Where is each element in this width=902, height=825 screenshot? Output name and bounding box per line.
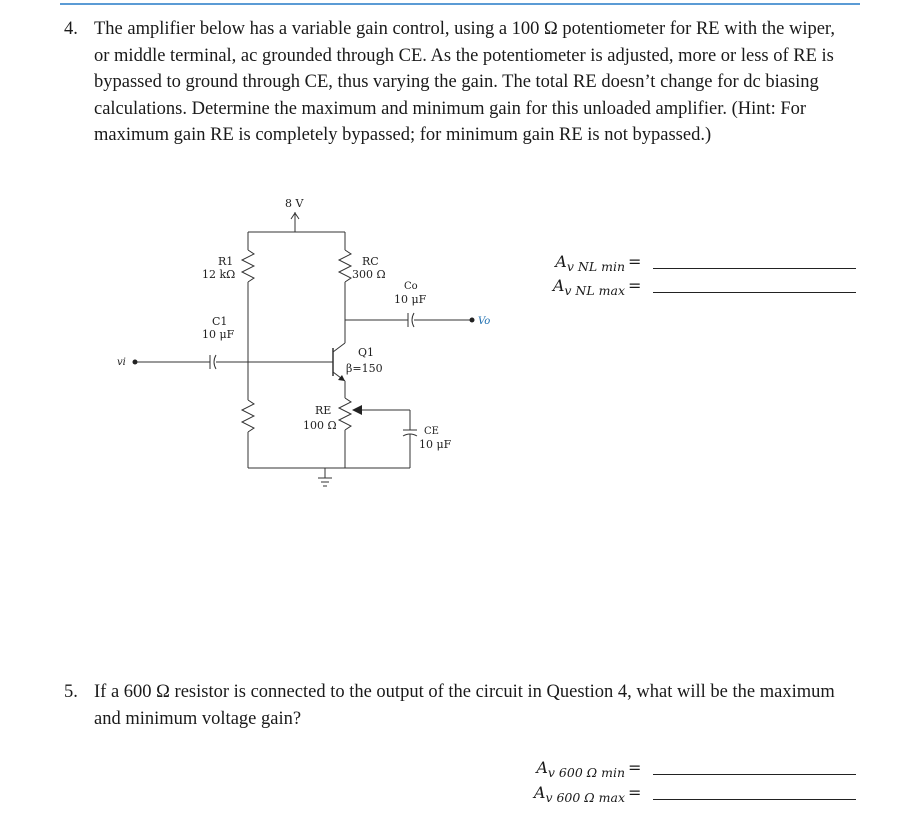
vout-label: Vo xyxy=(478,316,491,327)
r1-resistor xyxy=(242,250,254,282)
re-potentiometer xyxy=(339,398,351,430)
question-4-text: The amplifier below has a variable gain control, using a 100 Ω potentiometer for RE with the wiper, or middle terminal, ac grounded through CE. As the potentiometer is adjusted, more or less of RE is bypassed to ground through CE, thus varying the gain. The total RE doesn’t change for dc biasing calculations. Determine the maximum and minimum gain for this unloaded amplifier. (Hint: For maximum gain RE is completely bypassed; for minimum gain RE is not bypassed.) xyxy=(94,19,835,145)
r1-name: R1 xyxy=(218,255,234,268)
question-5-number: 5. xyxy=(64,682,78,702)
equals-sign: = xyxy=(628,252,642,271)
rc-resistor xyxy=(339,250,351,282)
beta-label: β=150 xyxy=(346,362,383,375)
answer-label-sub: v NL max xyxy=(564,283,625,299)
answer-label-sub: v 600 Ω max xyxy=(545,790,625,806)
answer-label-main: A xyxy=(552,276,565,295)
question-4-number: 4. xyxy=(64,19,78,39)
r2-resistor xyxy=(242,400,254,432)
answer-label-sub: v 600 Ω min xyxy=(547,765,625,781)
equals-sign: = xyxy=(628,276,642,295)
q1-name: Q1 xyxy=(358,346,375,359)
co-value: 10 μF xyxy=(394,293,427,306)
answer-blank-600-max[interactable] xyxy=(653,799,856,800)
rc-name: RC xyxy=(362,255,379,268)
wiper-arrow xyxy=(352,405,362,415)
vout-terminal xyxy=(470,318,475,323)
answer-av-600-max xyxy=(480,783,640,807)
answer-blank-600-min[interactable] xyxy=(653,774,856,775)
re-value: 100 Ω xyxy=(303,419,337,432)
answer-label-main: A xyxy=(533,783,546,802)
ce-value: 10 μF xyxy=(419,438,452,451)
vin-label: vi xyxy=(117,357,126,368)
answer-label-main: A xyxy=(555,252,567,271)
co-name: Co xyxy=(404,281,418,292)
supply-label: 8 V xyxy=(285,197,304,210)
question-5-text: If a 600 Ω resistor is connected to the output of the circuit in Question 4, what will be the maximum and minimum voltage gain? xyxy=(94,682,835,729)
ce-name: CE xyxy=(424,426,439,437)
rc-value: 300 Ω xyxy=(352,268,386,281)
equals-sign: = xyxy=(628,783,642,802)
c1-name: C1 xyxy=(212,315,228,328)
equals-sign: = xyxy=(628,758,642,777)
answer-av-600-min xyxy=(480,758,640,782)
answer-label-sub: v NL min xyxy=(566,259,625,275)
r1-value: 12 kΩ xyxy=(202,268,236,281)
vin-terminal xyxy=(133,360,138,365)
c1-value: 10 μF xyxy=(202,328,235,341)
answer-label-main: A xyxy=(536,758,548,777)
re-name: RE xyxy=(315,404,332,417)
